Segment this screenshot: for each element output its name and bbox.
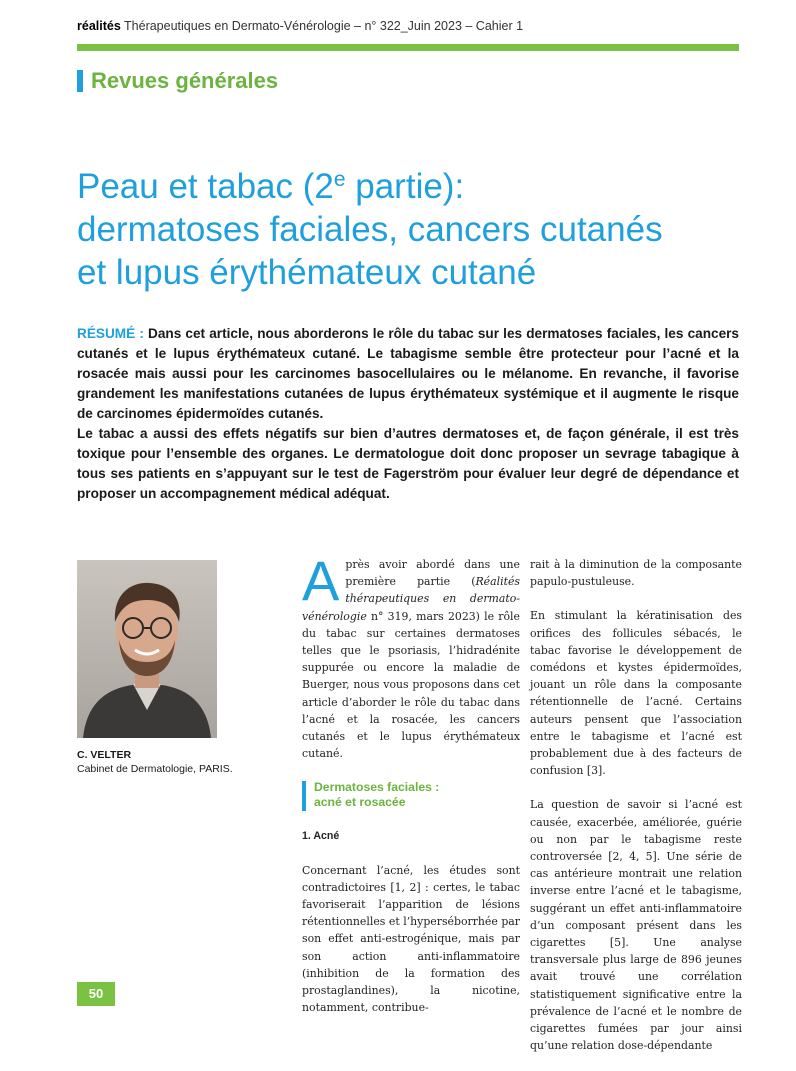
section-heading-bar: [302, 781, 306, 811]
section-tag-bar: [77, 70, 83, 92]
abstract-paragraph-1: RÉSUMÉ : Dans cet article, nous aborderons le rôle du tabac sur les dermatoses faciales, les cancers cutanés et le lupus érythémateux cutané. Le tabagisme semble être protecteur pour l’acné et la rosacée mais aussi pour les carcinomes basocellulaires ou le mélanome. En revanche, il favorise grandement les manifestations cutanées de lupus érythémateux systémique et il augmente le risque de carcinomes épidermoïdes cutanés.: [77, 326, 739, 421]
abstract-keyword: RÉSUMÉ :: [77, 326, 144, 341]
title-line-1: Peau et tabac (2e partie):: [77, 167, 465, 207]
drop-cap: A: [302, 549, 340, 612]
body-column-2: [530, 556, 742, 1071]
article-title: [77, 165, 757, 294]
author-photo: [77, 560, 217, 738]
intro-paragraph: Après avoir abordé dans une première partie (Réalités thérapeutiques en dermato-vénérologie n° 319, mars 2023) le rôle du tabac sur certaines dermatoses telles que le psoriasis, l’hidradénite suppurée ou encore la maladie de Buerger, nous vous proposons dans cet article d’aborder le rôle du tabac dans l’acné et la rosacée, les cancers cutanés et le lupus érythémateux cutané.: [302, 549, 520, 761]
journal-issue: Thérapeutiques en Dermato-Vénérologie – n° 322_Juin 2023 – Cahier 1: [120, 19, 524, 33]
page-number: 50: [77, 982, 115, 1006]
journal-brand: réalités: [77, 19, 121, 33]
body-paragraph: En stimulant la kératinisation des orifices des follicules sébacés, le tabac favorise le développement de comédons et kystes épidermoïdes, jouant un rôle dans la composante rétentionnelle de l’acné. Certains auteurs pensent que l’association entre le tabagisme et l’acné est probablement due à des facteurs de confusion [3].: [530, 609, 742, 778]
body-paragraph: Concernant l’acné, les études sont contradictoires [1, 2] : certes, le tabac favoriserait l’apparition de lésions rétentionnelles et l’hyperséborrhée par son effet anti-estrogénique, mais par son action anti-inflammatoire (inhibition de la formation des prostaglandines), la nicotine, notamment, contribue-: [302, 863, 520, 1015]
abstract-paragraph-2: Le tabac a aussi des effets négatifs sur bien d’autres dermatoses et, de façon générale, il est très toxique pour l’ensemble des organes. Le dermatologue doit donc proposer un sevrage tabagique à tous ses patients en s’appuyant sur le test de Fagerström pour évaluer leur degré de dépendance et proposer un accompagnement médical adéquat.: [77, 426, 739, 501]
body-column-1: [302, 549, 520, 1033]
section-heading-dermatoses: Dermatoses faciales : acné et rosacée: [302, 780, 520, 810]
header-rule: [77, 44, 739, 51]
running-header: [77, 19, 737, 33]
section-label: Revues générales: [91, 68, 279, 93]
body-paragraph: rait à la diminution de la composante papulo-pustuleuse.: [530, 558, 742, 589]
author-affiliation: Cabinet de Dermatologie, PARIS.: [77, 763, 233, 775]
title-line-2: dermatoses faciales, cancers cutanés: [77, 210, 663, 250]
author-name: C. VELTER: [77, 749, 132, 761]
body-paragraph: La question de savoir si l’acné est causée, exacerbée, améliorée, guérie ou non par le tabagisme reste controversée [2, 4, 5]. Une série de cas antérieure montrait une relation inverse entre l’acné et le tabagisme, suggérant un effet anti-inflammatoire d’un composant présent dans les cigarettes [5]. Une analyse transversale plus large de 896 jeunes avait trouvé une corrélation statistiquement significative entre la prévalence de l’acné et le nombre de cigarettes fumées par jour ainsi qu’une relation dose-dépendante: [530, 798, 742, 1053]
author-block: [77, 748, 233, 776]
subsection-heading-acne: 1. Acné: [302, 830, 340, 843]
title-line-3: et lupus érythémateux cutané: [77, 253, 537, 293]
abstract: [77, 324, 739, 504]
